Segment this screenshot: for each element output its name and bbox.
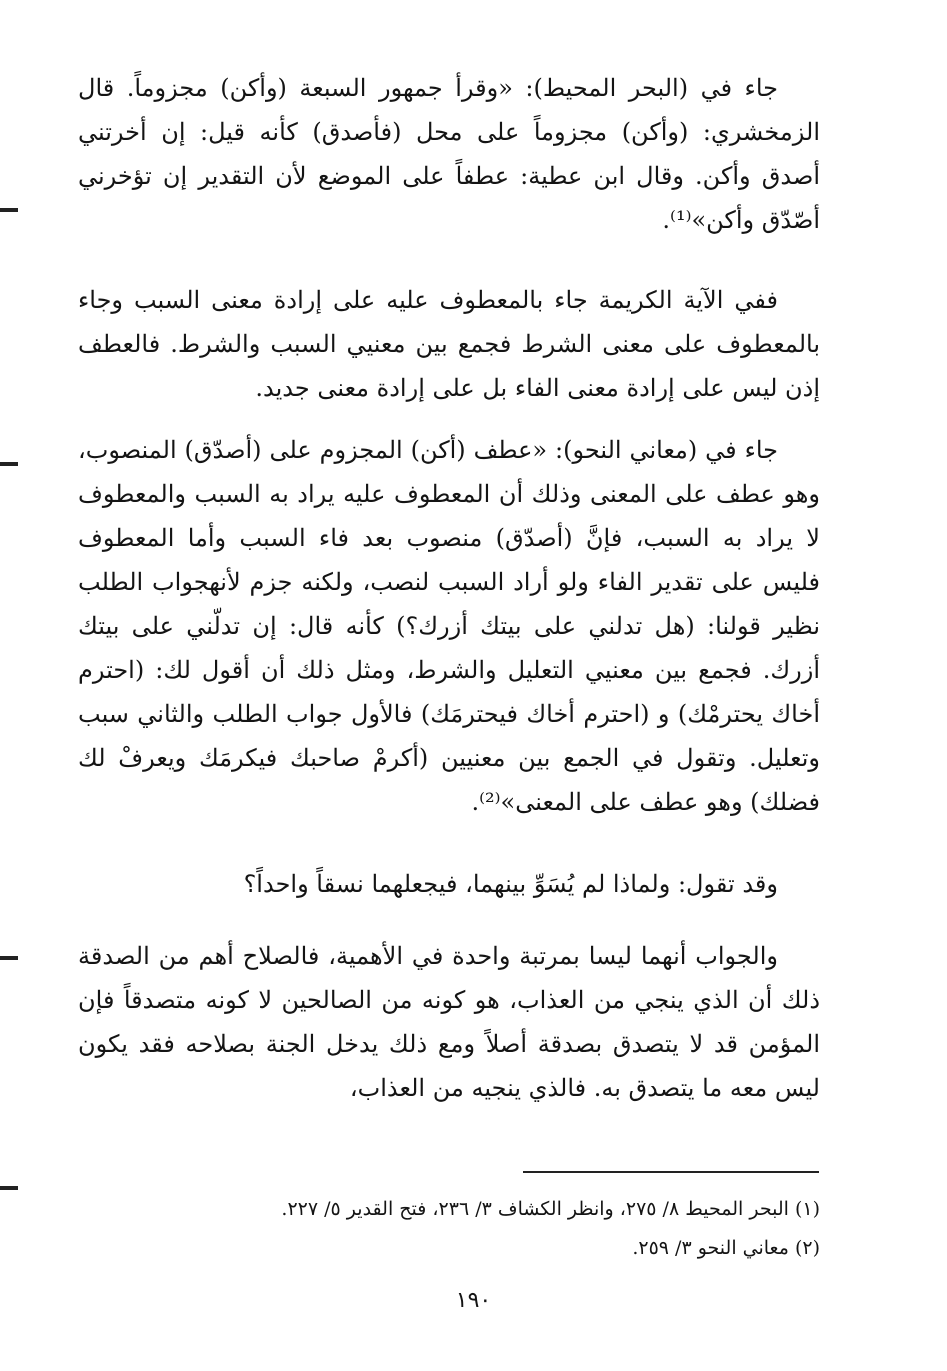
footnote-divider bbox=[523, 1171, 819, 1173]
margin-mark bbox=[0, 208, 18, 212]
footnote-1: (١) البحر المحيط ٨/ ٢٧٥، وانظر الكشاف ٣/ ٢٣٦، فتح القدير ٥/ ٢٢٧. bbox=[281, 1198, 820, 1220]
paragraph-bahr-quote bbox=[78, 66, 820, 242]
paragraph-analysis bbox=[78, 278, 820, 410]
margin-mark bbox=[0, 956, 18, 960]
paragraph-text: جاء في (البحر المحيط): «وقرأ جمهور السبعة (وأكن) مجزوماً. قال الزمخشري: (وأكن) مجزوماً على محل (فأصدق) كأنه قيل: إن أخرتني أصدق وأكن. وقال ابن عطية: عطفاً على الموضع لأن التقدير إن تؤخرني أصّدّق وأكن»⁽¹⁾. bbox=[78, 74, 820, 234]
paragraph-text: ففي الآية الكريمة جاء بالمعطوف عليه على إرادة معنى السبب وجاء بالمعطوف على معنى الشرط فجمع بين معنيي السبب والشرط. فالعطف إذن ليس على إرادة معنى الفاء بل على إرادة معنى جديد. bbox=[78, 286, 820, 402]
paragraph-nahw-quote bbox=[78, 428, 820, 824]
paragraph-answer bbox=[78, 934, 820, 1110]
paragraph-text: وقد تقول: ولماذا لم يُسَوِّ بينهما، فيجعلهما نسقاً واحداً؟ bbox=[243, 870, 778, 898]
paragraph-text: جاء في (معاني النحو): «عطف (أكن) المجزوم على (أصدّق) المنصوب، وهو عطف على المعنى وذلك أن المعطوف عليه يراد به السبب والمعطوف لا يراد به السبب، فإنَّ (أصدّق) منصوب بعد فاء السبب وأما المعطوف فليس على تقدير الفاء ولو أراد السبب لنصب، ولكنه جزم لأنهجواب الطلب نظير قولنا: (هل تدلني على بيتك أزرك؟) كأنه قال: إن تدلّني على بيتك أزرك. فجمع بين معنيي التعليل والشرط، ومثل ذلك أن أقول لك: (احترم أخاك يحترمْك) و (احترم أخاك فيحترمَك) فالأول جواب الطلب والثاني سبب وتعليل. وتقول في الجمع بين معنيين (أكرمْ صاحبك فيكرمَك ويعرفْ لك فضلك) وهو عطف على المعنى»⁽²⁾. bbox=[78, 436, 820, 816]
page-number: ١٩٠ bbox=[455, 1288, 492, 1313]
paragraph-question bbox=[78, 862, 820, 906]
footnote-2: (٢) معاني النحو ٣/ ٢٥٩. bbox=[632, 1237, 820, 1259]
margin-mark bbox=[0, 462, 18, 466]
footnotes bbox=[78, 1190, 820, 1268]
paragraph-text: والجواب أنهما ليسا بمرتبة واحدة في الأهمية، فالصلاح أهم من الصدقة ذلك أن الذي ينجي من العذاب، هو كونه من الصالحين لا كونه متصدقاً فإن المؤمن قد لا يتصدق بصدقة أصلاً ومع ذلك يدخل الجنة بصلاحه فقد يكون ليس معه ما يتصدق به. فالذي ينجيه من العذاب، bbox=[78, 942, 820, 1102]
margin-mark bbox=[0, 1186, 18, 1190]
